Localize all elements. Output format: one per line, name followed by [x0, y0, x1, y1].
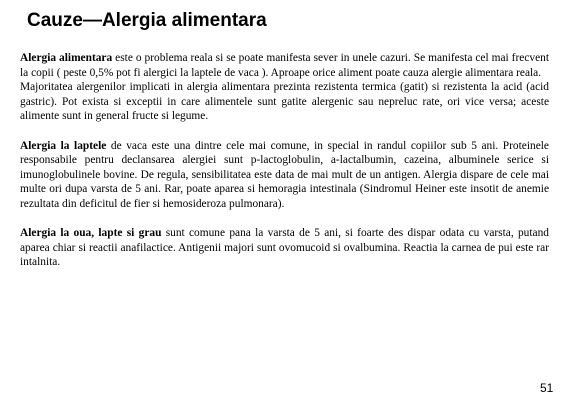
- slide-body: [20, 51, 549, 270]
- slide-title: Cauze—Alergia alimentara: [27, 10, 267, 31]
- paragraph-lead: Alergia la laptele: [20, 139, 107, 152]
- paragraph-alergia-oua-lapte-grau: [20, 226, 549, 270]
- paragraph-text: Majoritatea alergenilor implicati in alergia alimentara prezinta rezistenta termica (gatit) si rezistenta la acid (acid gastric). Pot exista si exceptii in care alimentele sunt gatite alergenic sau nepreluc rate, ori vice versa; aceste alimente sunt in general fructe si legume.: [20, 81, 549, 123]
- paragraph-text: de vaca este una dintre cele mai comune, in special in randul copiilor sub 5 ani. Proteinele responsabile pentru declansarea alergiei sunt p-lactoglobulin, a-lactalbumin, cazeina, albuminele serice si imunoglobulinele bovine. De regula, sensibilitatea este data de mai mult de un antigen. Alergia dispare de cele mai multe ori dupa varsta de 5 ani. Rar, poate aparea si hemoragia intestinala (Sindromul Heiner este insotit de anemie rezultata din deficitul de fier si hemosideroza pulmonara).: [20, 139, 549, 210]
- paragraph-text: este o problema reala si se poate manifesta sever in unele cazuri. Se manifesta cel mai frecvent la copii ( peste 0,5% pot fi alergici la laptele de vaca ). Aproape orice aliment poate cauza alergie alimentara reala.: [20, 52, 549, 79]
- paragraph-lead: Alergia alimentara: [20, 52, 113, 64]
- paragraph-majoritatea-alergenilor: [20, 80, 549, 124]
- paragraph-text: sunt comune pana la varsta de 5 ani, si foarte des dispar odata cu varsta, putand aparea chiar si reactii anafilactice. Antigenii majori sunt ovomucoid si ovalbumina. Reactia la carnea de pui este rar intalnita.: [20, 227, 549, 269]
- paragraph-lead: Alergia la oua, lapte si grau: [20, 227, 162, 240]
- page-number: 51: [540, 381, 554, 395]
- paragraph-alergia-alimentara: [20, 51, 549, 80]
- paragraph-alergia-lapte: [20, 139, 549, 212]
